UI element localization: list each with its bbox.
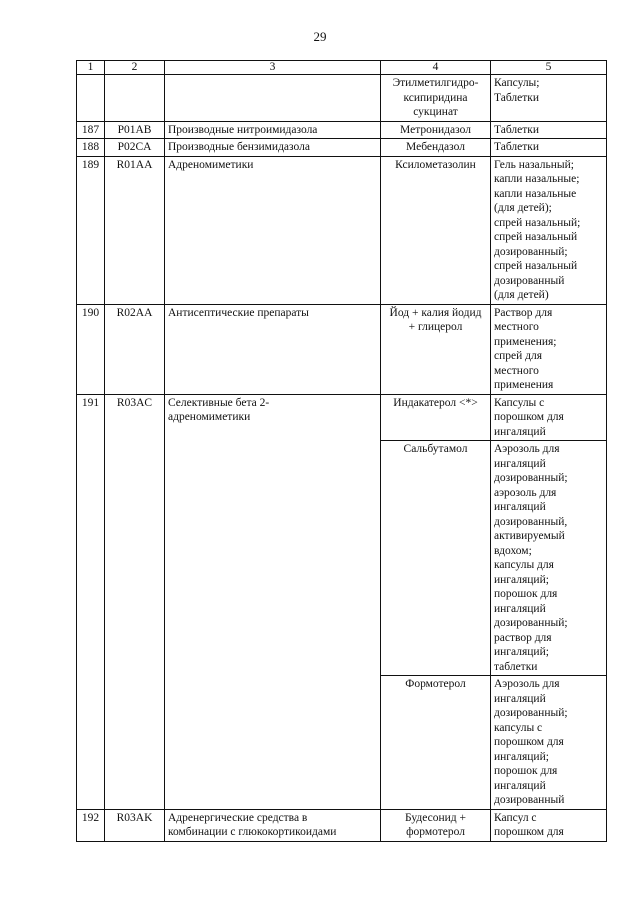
table-row-191 (77, 394, 607, 441)
header-col-5: 5 (491, 61, 607, 75)
atc-code: R02AA (105, 304, 165, 394)
drug-group: Селективные бета 2- адреномиметики (165, 394, 381, 809)
page-number: 29 (313, 29, 327, 44)
drug-group: Производные бензимидазола (165, 139, 381, 157)
dosage-forms: Капсулы; Таблетки (491, 75, 607, 122)
table-row-continuation (77, 75, 607, 122)
dosage-forms: Аэрозоль для ингаляций дозированный; капсулы с порошком для ингаляций; порошок для ингаляций дозированный (491, 676, 607, 810)
row-number: 187 (77, 121, 105, 139)
dosage-forms: Капсулы с порошком для ингаляций (491, 394, 607, 441)
atc-code: P02CA (105, 139, 165, 157)
dosage-forms: Раствор для местного применения; спрей для местного применения (491, 304, 607, 394)
drug-name: Индакатерол <*> (381, 394, 491, 441)
row-number: 191 (77, 394, 105, 809)
drug-name: Ксилометазолин (381, 156, 491, 304)
drug-name: Метронидазол (381, 121, 491, 139)
drug-name: Мебендазол (381, 139, 491, 157)
table-row-192 (77, 809, 607, 841)
row-number: 188 (77, 139, 105, 157)
atc-code: R03AC (105, 394, 165, 809)
table-row-189 (77, 156, 607, 304)
table-row-190 (77, 304, 607, 394)
table-row-187 (77, 121, 607, 139)
drug-name: Будесонид + формотерол (381, 809, 491, 841)
header-col-4: 4 (381, 61, 491, 75)
header-col-3: 3 (165, 61, 381, 75)
drug-group: Производные нитроимидазола (165, 121, 381, 139)
header-row (77, 61, 607, 75)
dosage-forms: Капсул с порошком для (491, 809, 607, 841)
dosage-forms: Гель назальный; капли назальные; капли назальные (для детей); спрей назальный; спрей назальный дозированный; спрей назальный дозированный (для детей) (491, 156, 607, 304)
drug-group: Адренергические средства в комбинации с глюкокортикоидами (165, 809, 381, 841)
drug-group: Антисептические препараты (165, 304, 381, 394)
dosage-forms: Таблетки (491, 121, 607, 139)
row-number: 189 (77, 156, 105, 304)
drug-name: Сальбутамол (381, 441, 491, 676)
header-col-1: 1 (77, 61, 105, 75)
dosage-forms: Таблетки (491, 139, 607, 157)
dosage-forms: Аэрозоль для ингаляций дозированный; аэрозоль для ингаляций дозированный, активируемый вдохом; капсулы для ингаляций; порошок для ингаляций дозированный; раствор для ингаляций; таблетки (491, 441, 607, 676)
drug-group: Адреномиметики (165, 156, 381, 304)
atc-code: P01AB (105, 121, 165, 139)
table-row-188 (77, 139, 607, 157)
drug-name: Этилметилгидро- ксипиридина сукцинат (381, 75, 491, 122)
drug-name: Йод + калия йодид + глицерол (381, 304, 491, 394)
header-col-2: 2 (105, 61, 165, 75)
atc-code: R01AA (105, 156, 165, 304)
atc-code: R03AK (105, 809, 165, 841)
row-number: 192 (77, 809, 105, 841)
drug-name: Формотерол (381, 676, 491, 810)
row-number: 190 (77, 304, 105, 394)
drug-table (76, 60, 607, 842)
